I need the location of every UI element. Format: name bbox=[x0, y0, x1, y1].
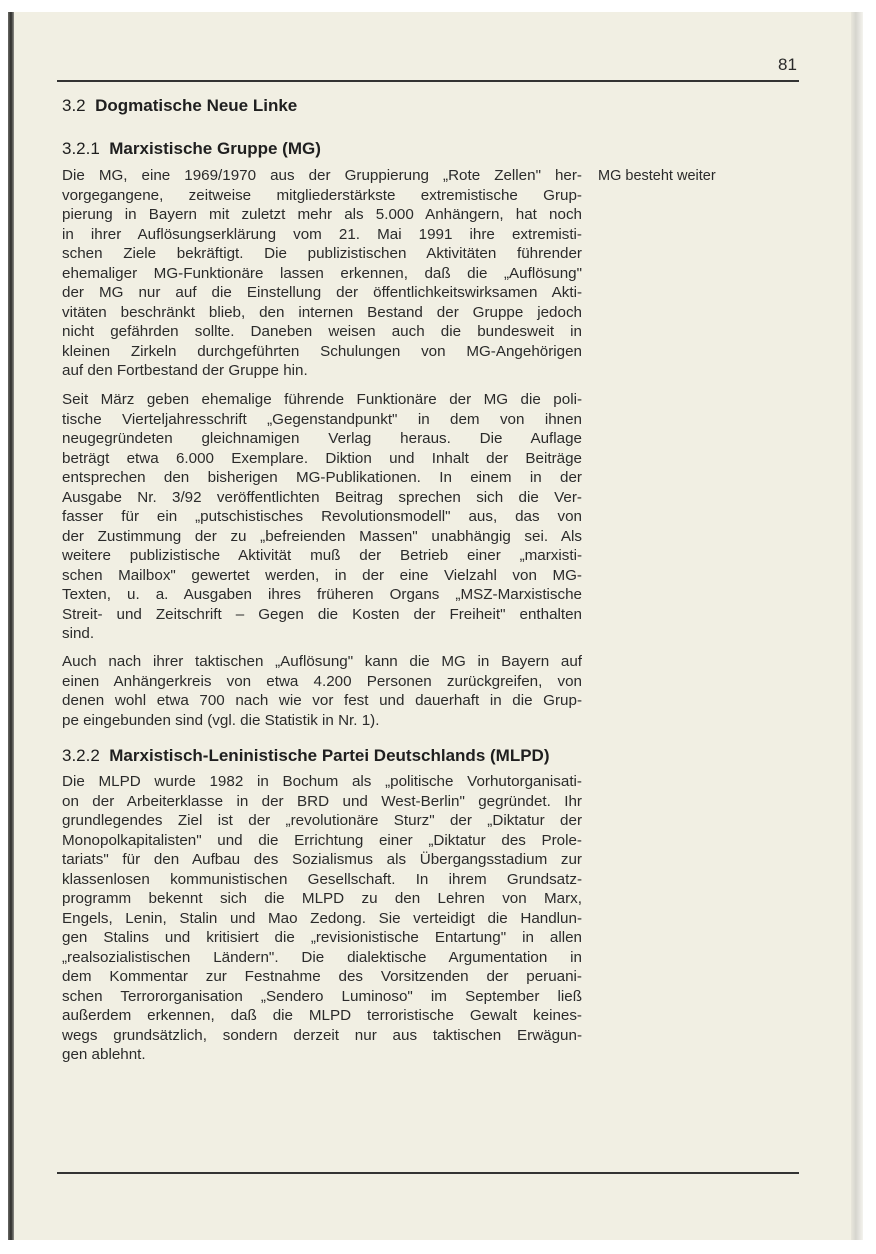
text-line: entsprechen den bisherigen MG-Publikationen. In einem in der bbox=[62, 469, 582, 486]
text-line: neugegründeten gleichnamigen Verlag heraus. Die Auflage bbox=[62, 430, 582, 447]
footer-rule bbox=[57, 1172, 799, 1174]
text-line: vorgegangene, zeitweise mitgliederstärkste extremistische Grup- bbox=[62, 186, 582, 204]
text-line: Auch nach ihrer taktischen „Auflösung" kann die MG in Bayern auf bbox=[62, 653, 582, 670]
text-line: gen ablehnt. bbox=[62, 1046, 146, 1063]
paragraph-mlpd-1 bbox=[62, 772, 582, 1065]
text-line: Texten, u. a. Ausgaben ihres früheren Organs „MSZ-Marxistische bbox=[62, 586, 582, 603]
text-line: fasser für ein „putschistisches Revolutionsmodell" aus, das von bbox=[62, 508, 582, 525]
subsection-title: Marxistische Gruppe (MG) bbox=[109, 139, 321, 158]
paragraph-mg-3 bbox=[62, 652, 582, 730]
text-line: wegs grundsätzlich, sondern derzeit nur aus taktischen Erwägun- bbox=[62, 1026, 582, 1044]
section-title: Dogmatische Neue Linke bbox=[95, 96, 298, 115]
text-line: on der Arbeiterklasse in der BRD und West-Berlin" gegründet. Ihr bbox=[62, 792, 582, 810]
text-line: grundlegendes Ziel ist der „revolutionäre Sturz" der „Diktatur der bbox=[62, 812, 582, 829]
text-line: klassenlosen kommunistischen Gesellschaft. In ihrem Grundsatz- bbox=[62, 870, 582, 888]
text-line: Die MLPD wurde 1982 in Bochum als „politische Vorhutorganisati- bbox=[62, 773, 582, 790]
text-line: der MG nur auf die Einstellung der öffentlichkeitswirksamen Akti- bbox=[62, 284, 582, 301]
text-line: schen Ziele bekräftigt. Die publizistischen Aktivitäten führender bbox=[62, 245, 582, 262]
text-line: dem Kommentar zur Festnahme des Vorsitzenden der peruani- bbox=[62, 968, 582, 985]
subsection-heading-mg bbox=[62, 139, 321, 159]
book-spine-edge bbox=[8, 12, 14, 1240]
text-line: einen Anhängerkreis von etwa 4.200 Personen zurückgreifen, von bbox=[62, 672, 582, 690]
text-line: vitäten beschränkt blieb, den internen Bestand der Gruppe jedoch bbox=[62, 303, 582, 321]
text-line: nicht gefährden sollte. Daneben weisen auch die bundesweit in bbox=[62, 323, 582, 340]
text-line: kleinen Zirkeln durchgeführten Schulungen von MG-Angehörigen bbox=[62, 342, 582, 360]
paragraph-mg-1 bbox=[62, 166, 582, 381]
text-line: Engels, Lenin, Stalin und Mao Zedong. Sie verteidigt die Handlun- bbox=[62, 909, 582, 927]
subsection-number: 3.2.1 bbox=[62, 139, 100, 158]
page-right-edge bbox=[851, 12, 863, 1240]
text-line: tariats" für den Aufbau des Sozialismus als Übergangsstadium zur bbox=[62, 851, 582, 868]
margin-note: MG besteht weiter bbox=[598, 168, 716, 184]
paragraph-mg-2 bbox=[62, 390, 582, 644]
section-number: 3.2 bbox=[62, 96, 86, 115]
text-line: gen Stalins und kritisiert die „revisionistische Entartung" in allen bbox=[62, 929, 582, 946]
subsection-heading-mlpd bbox=[62, 746, 549, 766]
text-line: außerdem erkennen, daß die MLPD terroristische Gewalt keines- bbox=[62, 1007, 582, 1024]
page-number: 81 bbox=[778, 55, 797, 74]
text-line: tische Vierteljahresschrift „Gegenstandpunkt" in dem von ihnen bbox=[62, 410, 582, 428]
text-line: Streit- und Zeitschrift – Gegen die Kosten der Freiheit" enthalten bbox=[62, 605, 582, 623]
text-line: sind. bbox=[62, 625, 95, 642]
text-line: beträgt etwa 6.000 Exemplare. Diktion und Inhalt der Beiträge bbox=[62, 449, 582, 467]
text-line: auf den Fortbestand der Gruppe hin. bbox=[62, 362, 308, 379]
text-line: programm bekennt sich die MLPD zu den Lehren von Marx, bbox=[62, 890, 582, 907]
text-line: weitere publizistische Aktivität muß der Betrieb einer „marxisti- bbox=[62, 547, 582, 564]
text-line: pierung in Bayern mit zuletzt mehr als 5.000 Anhängern, hat noch bbox=[62, 206, 582, 223]
section-heading bbox=[62, 96, 297, 116]
header-rule bbox=[57, 80, 799, 82]
subsection-number: 3.2.2 bbox=[62, 746, 100, 765]
text-line: der Zustimmung der zu „befreienden Massen" unabhängig sei. Als bbox=[62, 527, 582, 545]
text-line: Ausgabe Nr. 3/92 veröffentlichten Beitrag sprechen sich die Ver- bbox=[62, 488, 582, 506]
text-line: schen Terrororganisation „Sendero Luminoso" im September ließ bbox=[62, 987, 582, 1005]
text-line: pe eingebunden sind (vgl. die Statistik in Nr. 1). bbox=[62, 711, 380, 729]
text-line: in ihrer Auflösungserklärung vom 21. Mai 1991 ihre extremisti- bbox=[62, 225, 582, 243]
text-line: Die MG, eine 1969/1970 aus der Gruppierung „Rote Zellen" her- bbox=[62, 167, 582, 184]
text-line: schen Mailbox" gewertet werden, in der eine Vielzahl von MG- bbox=[62, 566, 582, 584]
text-line: „realsozialistischen Ländern". Die dialektische Argumentation in bbox=[62, 948, 582, 966]
text-line: Seit März geben ehemalige führende Funktionäre der MG die poli- bbox=[62, 391, 582, 408]
text-line: Monopolkapitalisten" und die Errichtung einer „Diktatur des Prole- bbox=[62, 831, 582, 849]
subsection-title: Marxistisch-Leninistische Partei Deutschlands (MLPD) bbox=[109, 746, 550, 765]
text-line: ehemaliger MG-Funktionäre lassen erkennen, daß die „Auflösung" bbox=[62, 264, 582, 282]
text-line: denen wohl etwa 700 nach wie vor fest und dauerhaft in die Grup- bbox=[62, 692, 582, 709]
